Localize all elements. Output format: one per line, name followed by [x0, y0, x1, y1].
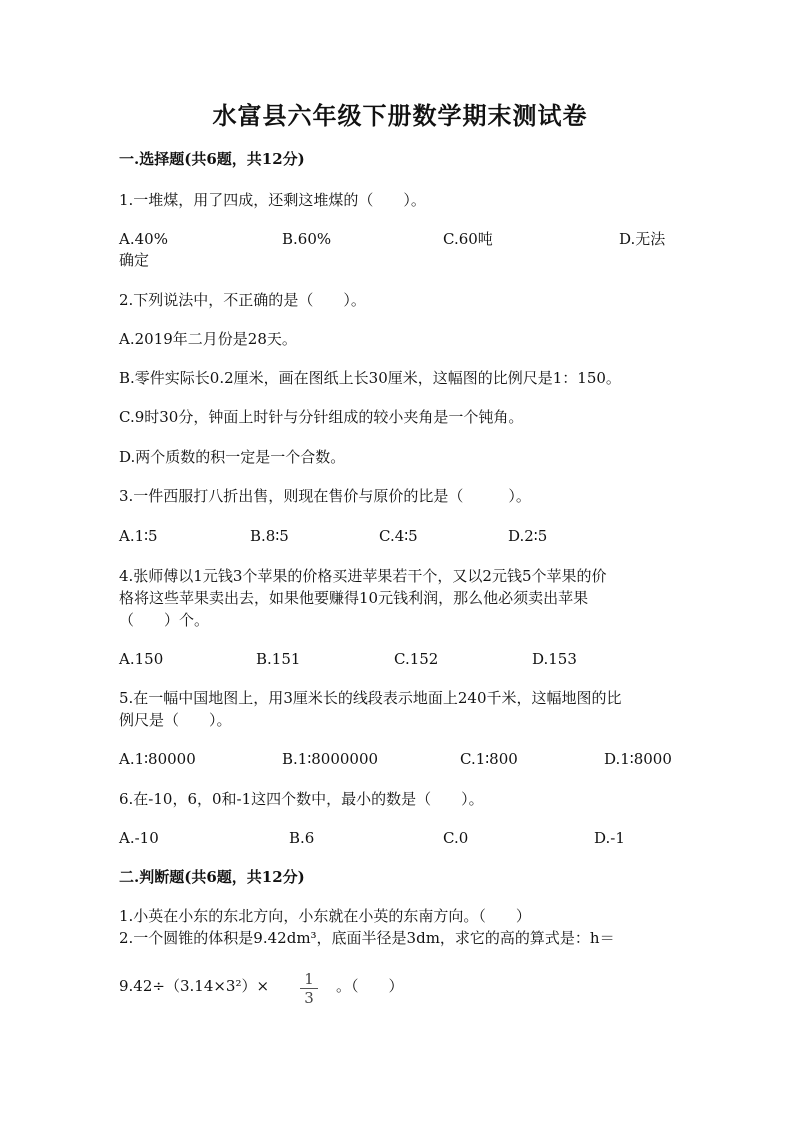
question-5-option-c: C.1∶800: [460, 750, 518, 768]
question-4-option-d: D.153: [532, 650, 577, 668]
question-1-option-d: D.无法: [619, 230, 666, 248]
question-4-stem-line-3: （ ）个。: [119, 611, 210, 629]
judgement-item-2: 2.一个圆锥的体积是9.42dm³，底面半径是3dm，求它的高的算式是：h＝: [119, 929, 615, 947]
question-5-stem-line-2: 例尺是（ ）。: [119, 711, 232, 729]
question-1-option-c: C.60吨: [443, 230, 493, 248]
question-3-option-a: A.1∶5: [119, 527, 158, 545]
question-4-option-a: A.150: [119, 650, 164, 668]
fraction-one-third: [298, 971, 320, 1006]
question-2-option-c: C.9时30分，钟面上时针与分针组成的较小夹角是一个钝角。: [119, 408, 524, 426]
question-5-option-b: B.1∶8000000: [282, 750, 379, 768]
question-3-option-c: C.4∶5: [379, 527, 418, 545]
question-1-stem: 1.一堆煤，用了四成，还剩这堆煤的（ ）。: [119, 191, 426, 209]
question-5-option-a: A.1∶80000: [119, 750, 196, 768]
question-2-stem: 2.下列说法中，不正确的是（ ）。: [119, 291, 366, 309]
question-3-stem: 3.一件西服打八折出售，则现在售价与原价的比是（ ）。: [119, 487, 531, 505]
question-6-stem: 6.在-10，6，0和-1这四个数中，最小的数是（ ）。: [119, 790, 484, 808]
question-4-option-c: C.152: [394, 650, 439, 668]
question-2-option-b: B.零件实际长0.2厘米，画在图纸上长30厘米，这幅图的比例尺是1：150。: [119, 369, 621, 387]
question-1-option-a: A.40%: [119, 230, 168, 248]
question-6-option-c: C.0: [443, 829, 469, 847]
question-4-stem-line-2: 格将这些苹果卖出去，如果他要赚得10元钱利润，那么他必须卖出苹果: [119, 589, 589, 607]
question-5-option-d: D.1∶8000: [604, 750, 672, 768]
question-6-option-b: B.6: [289, 829, 315, 847]
page-title: 水富县六年级下册数学期末测试卷: [212, 101, 588, 130]
section-heading-judgement: 二.判断题(共6题，共12分): [119, 868, 305, 886]
question-2-option-d: D.两个质数的积一定是一个合数。: [119, 448, 346, 466]
question-1-option-b: B.60%: [282, 230, 332, 248]
judgement-item-2-formula: 9.42÷（3.14×3²）×: [119, 977, 270, 995]
question-4-stem-line-1: 4.张师傅以1元钱3个苹果的价格买进苹果若干个，又以2元钱5个苹果的价: [119, 567, 607, 585]
fraction-denominator: 3: [304, 989, 314, 1007]
judgement-item-1: 1.小英在小东的东北方向，小东就在小英的东南方向。（ ）: [119, 907, 531, 925]
question-6-option-d: D.-1: [594, 829, 625, 847]
section-heading-choice: 一.选择题(共6题，共12分): [119, 150, 305, 168]
question-3-option-b: B.8∶5: [250, 527, 289, 545]
question-4-option-b: B.151: [256, 650, 301, 668]
fraction-numerator: 1: [304, 970, 314, 988]
question-5-stem-line-1: 5.在一幅中国地图上，用3厘米长的线段表示地面上240千米，这幅地图的比: [119, 689, 622, 707]
question-2-option-a: A.2019年二月份是28天。: [119, 330, 297, 348]
question-3-option-d: D.2∶5: [508, 527, 548, 545]
question-1-option-d-wrap: 确定: [119, 251, 150, 269]
question-6-option-a: A.-10: [119, 829, 159, 847]
judgement-item-2-answer-blank: 。（ ）: [336, 977, 404, 995]
